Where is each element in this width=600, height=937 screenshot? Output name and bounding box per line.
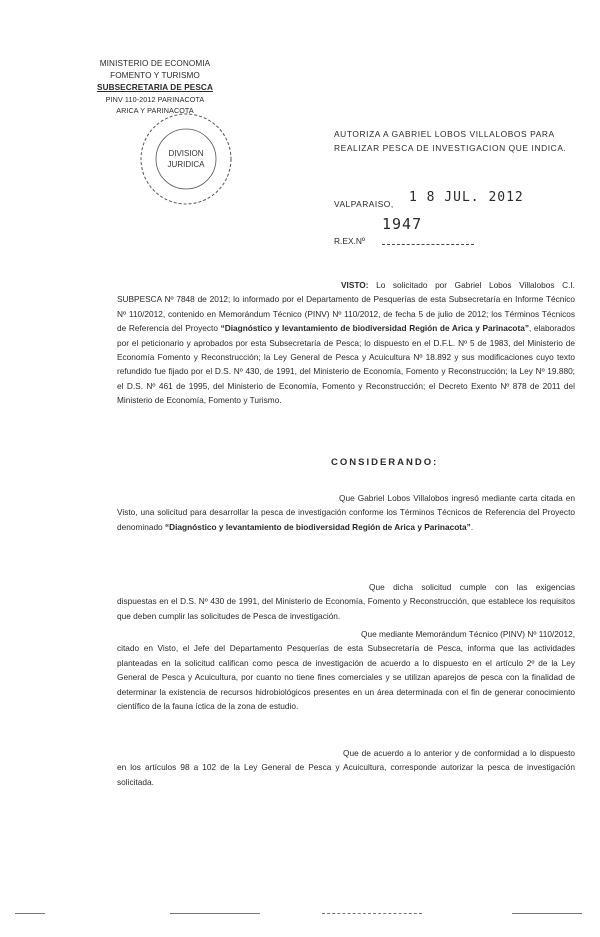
considerando-3-text: Que mediante Memorándum Técnico (PINV) Nº 110/2012, citado en Visto, el Jefe del Departamento Pesquerías de esta Subsecretaría de Pesca, informa que las actividades planteadas en la solicitud califican como pesca de investigación de acuerdo a lo dispuesto en el artículo 2º de la Ley General de Pesca y Acuicultura, por cuanto no tiene fines comerciales y se utilizan aparejos de pesca con la finalidad de determinar la existencia de recursos hidrobiológicos presentes en un área determinada con el fin de generar conocimiento científico de la fauna íctica de la zona de estudio. (117, 629, 575, 712)
visto-project-title: “Diagnóstico y levantamiento de biodiversidad Región de Arica y Parinacota” (220, 323, 530, 334)
rex-number: 1947 (382, 215, 423, 233)
considerando-heading: CONSIDERANDO: (331, 457, 439, 468)
ministry-name: MINISTERIO DE ECONOMIA (99, 59, 211, 68)
footer-rule-2 (170, 913, 260, 914)
subsecretaria-name: SUBSECRETARIA DE PESCA (97, 83, 213, 92)
considerando-2-text: Que dicha solicitud cumple con las exigencias dispuestas en el D.S. Nº 430 de 1991, del Ministerio de Economía, Fomento y Reconstrucción, que establece los requisitos que deben cumplir las solicitudes de Pesca de investigación. (117, 582, 575, 621)
considerando-paragraph-4 (117, 746, 575, 789)
ministry-subtitle: FOMENTO Y TURISMO (110, 71, 200, 80)
file-reference: PINV 110-2012 PARINACOTA (105, 95, 205, 104)
division-juridica-stamp (137, 110, 235, 208)
visto-text-1: Lo solicitado por Gabriel Lobos Villalobos C.I. SUBPESCA Nº 7848 de 2012; lo informado por el Departamento de Pesquerías de esta Subsecretaría en Informe Técnico Nº 110/2012, contenido en Memorándum Técnico (PINV) Nº 110/2012, de fecha 5 de julio de 2012; los Términos Técnicos de Referencia del Proyecto (117, 280, 575, 334)
city-label: VALPARAISO, (334, 199, 394, 209)
visto-lead: VISTO: (341, 280, 369, 290)
considerando-1-text-2: . (470, 521, 474, 532)
stamp-text-2: JURIDICA (167, 160, 205, 169)
stamp-text-1: DIVISION (168, 149, 204, 158)
considerando-1-text-1: Que Gabriel Lobos Villalobos ingresó mediante carta citada en Visto, una solicitud para desarrollar la pesca de investigación conforme los Términos Técnicos de Referencia del Proyecto denominado (117, 493, 575, 532)
footer-rule-1 (15, 913, 45, 914)
footer-rule-4 (512, 913, 582, 914)
visto-paragraph (117, 278, 575, 408)
considerando-paragraph-3 (117, 627, 575, 713)
resolution-subject: AUTORIZA A GABRIEL LOBOS VILLALOBOS PARA REALIZAR PESCA DE INVESTIGACION QUE INDICA. (334, 129, 567, 153)
rex-label: R.EX.Nº (334, 236, 365, 246)
rex-underline (382, 244, 474, 245)
considerando-4-text: Que de acuerdo a lo anterior y de conformidad a lo dispuesto en los artículos 98 a 102 de la Ley General de Pesca y Acuicultura, corresponde autorizar la pesca de investigación solicitada. (117, 748, 575, 787)
considerando-paragraph-1 (117, 491, 575, 534)
stamp-seal (137, 110, 235, 208)
considerando-1-project-title: “Diagnóstico y levantamiento de biodiversidad Región de Arica y Parinacota” (164, 521, 471, 532)
region-reference: ARICA Y PARINACOTA (116, 106, 194, 115)
considerando-paragraph-2 (117, 580, 575, 623)
footer-rule-3 (322, 913, 422, 914)
visto-text-2: , elaborados por el peticionario y aprobados por esta Subsecretaría de Pesca; lo dispuesto en el D.F.L. Nº 5 de 1983, del Ministerio de Economía Fomento y Reconstrucción; la Ley General de Pesca y Acuicultura Nº 18.892 y sus modificaciones cuyo texto refundido fue fijado por el D.S. Nº 430, de 1991, del Ministerio de Economía, Fomento y Reconstrucción; la Ley Nº 19.880; el D.S. Nº 461 de 1995, del Ministerio de Economía, Fomento y Reconstrucción; el Decreto Exento Nº 878 de 2011 del Ministerio de Economía, Fomento y Turismo. (117, 323, 575, 406)
resolution-date: 1 8 JUL. 2012 (409, 190, 524, 205)
